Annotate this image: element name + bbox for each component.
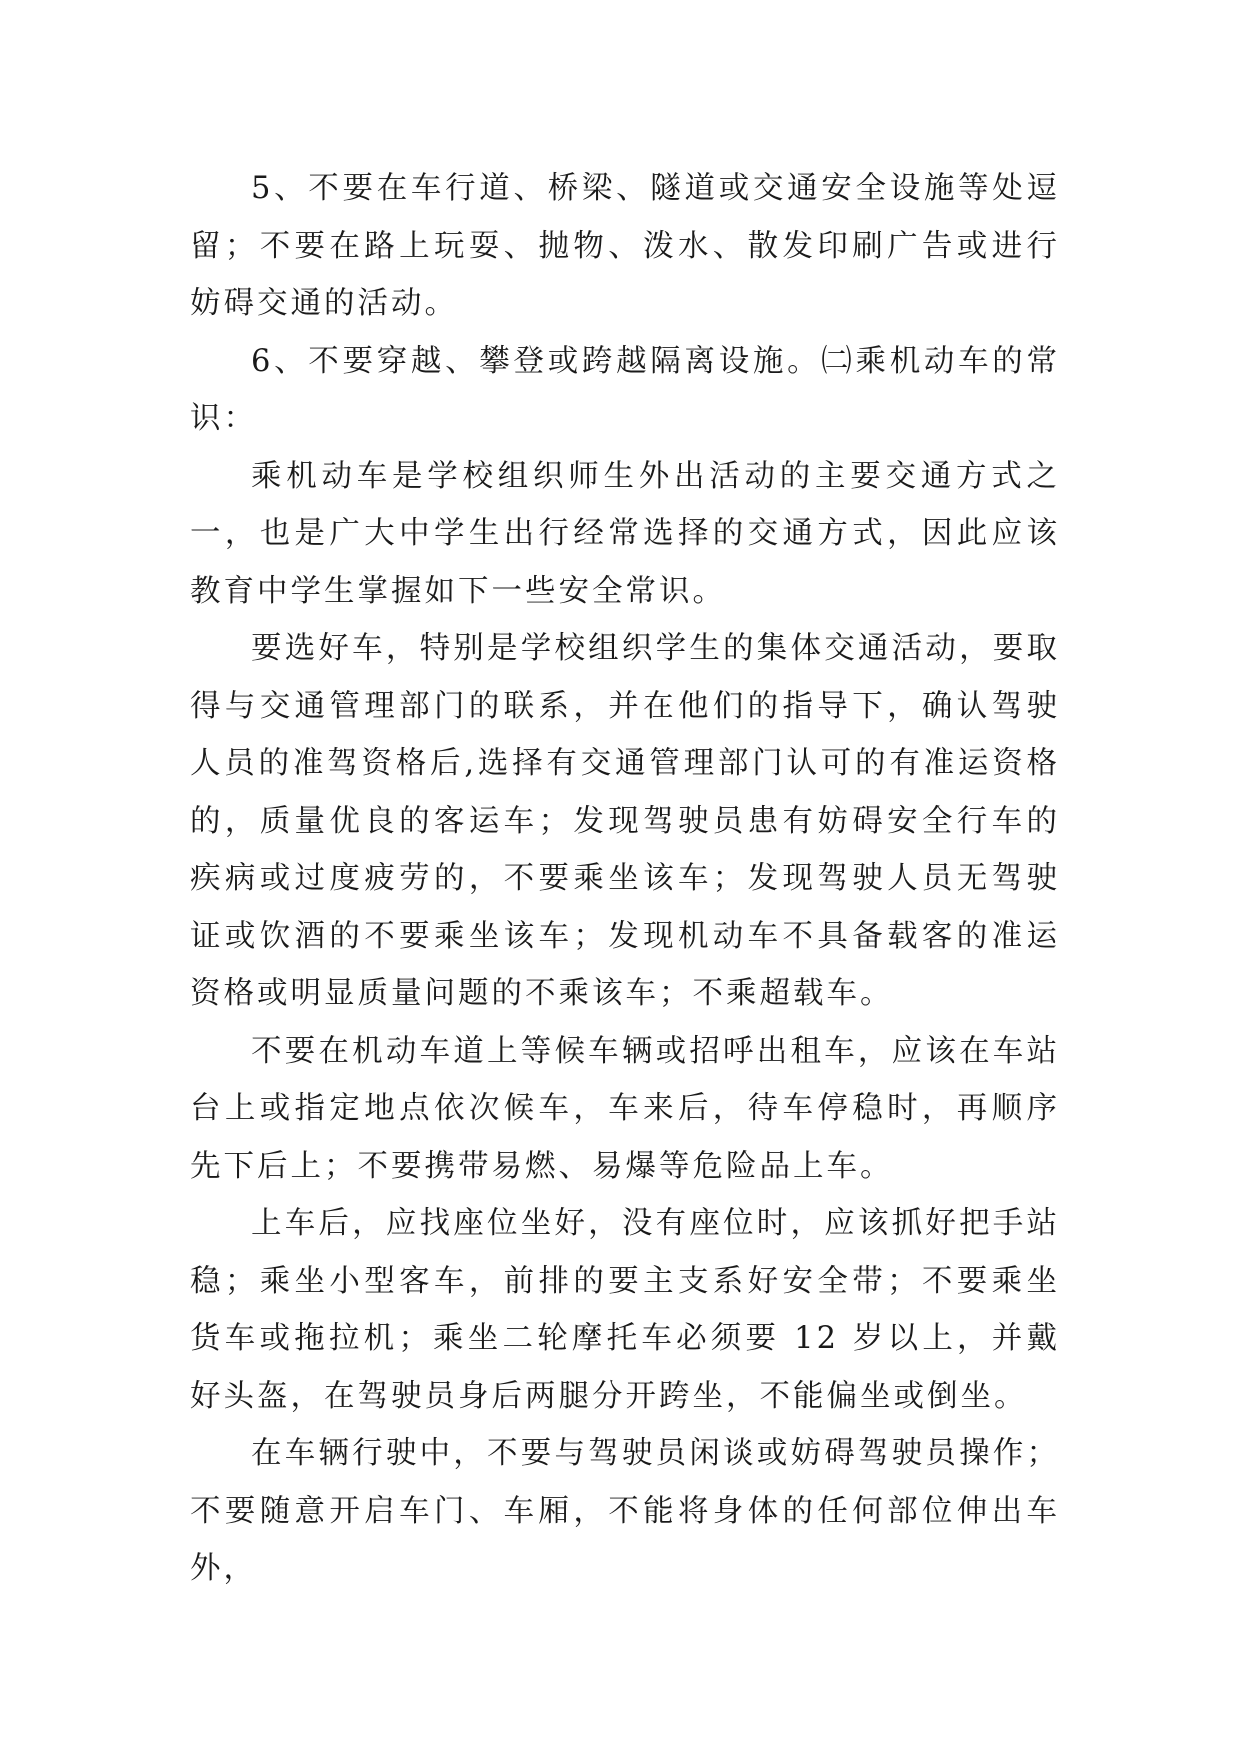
paragraph-3: 乘机动车是学校组织师生外出活动的主要交通方式之一，也是广大中学生出行经常选择的交通方式，因此应该教育中学生掌握如下一些安全常识。: [190, 458, 1060, 609]
paragraph-7: 在车辆行驶中，不要与驾驶员闲谈或妨碍驾驶员操作；不要随意开启车门、车厢，不能将身体的任何部位伸出车外，: [190, 1436, 1060, 1586]
paragraph-4: 要选好车，特别是学校组织学生的集体交通活动，要取得与交通管理部门的联系，并在他们的指导下，确认驾驶人员的准驾资格后,选择有交通管理部门认可的有准运资格的，质量优良的客运车；发现驾驶员患有妨碍安全行车的疾病或过度疲劳的，不要乘坐该车；发现驾驶人员无驾驶证或饮酒的不要乘坐该车；发现机动车不具备载客的准运资格或明显质量问题的不乘该车；不乘超载车。: [190, 631, 1060, 1011]
paragraph-5: 不要在机动车道上等候车辆或招呼出租车，应该在车站台上或指定地点依次候车，车来后，待车停稳时，再顺序先下后上；不要携带易燃、易爆等危险品上车。: [190, 1033, 1060, 1184]
paragraph-1: 5、不要在车行道、桥梁、隧道或交通安全设施等处逗留；不要在路上玩耍、抛物、泼水、散发印刷广告或进行妨碍交通的活动。: [190, 171, 1060, 321]
paragraph-2: 6、不要穿越、攀登或跨越隔离设施。㈡乘机动车的常识：: [190, 343, 1060, 436]
paragraph-6: 上车后，应找座位坐好，没有座位时，应该抓好把手站稳；乘坐小型客车，前排的要主支系好安全带；不要乘坐货车或拖拉机；乘坐二轮摩托车必须要 12 岁以上，并戴好头盔，在驾驶员身后两腿分开跨坐，不能偏坐或倒坐。: [190, 1206, 1060, 1414]
document-body: [190, 160, 1060, 1598]
